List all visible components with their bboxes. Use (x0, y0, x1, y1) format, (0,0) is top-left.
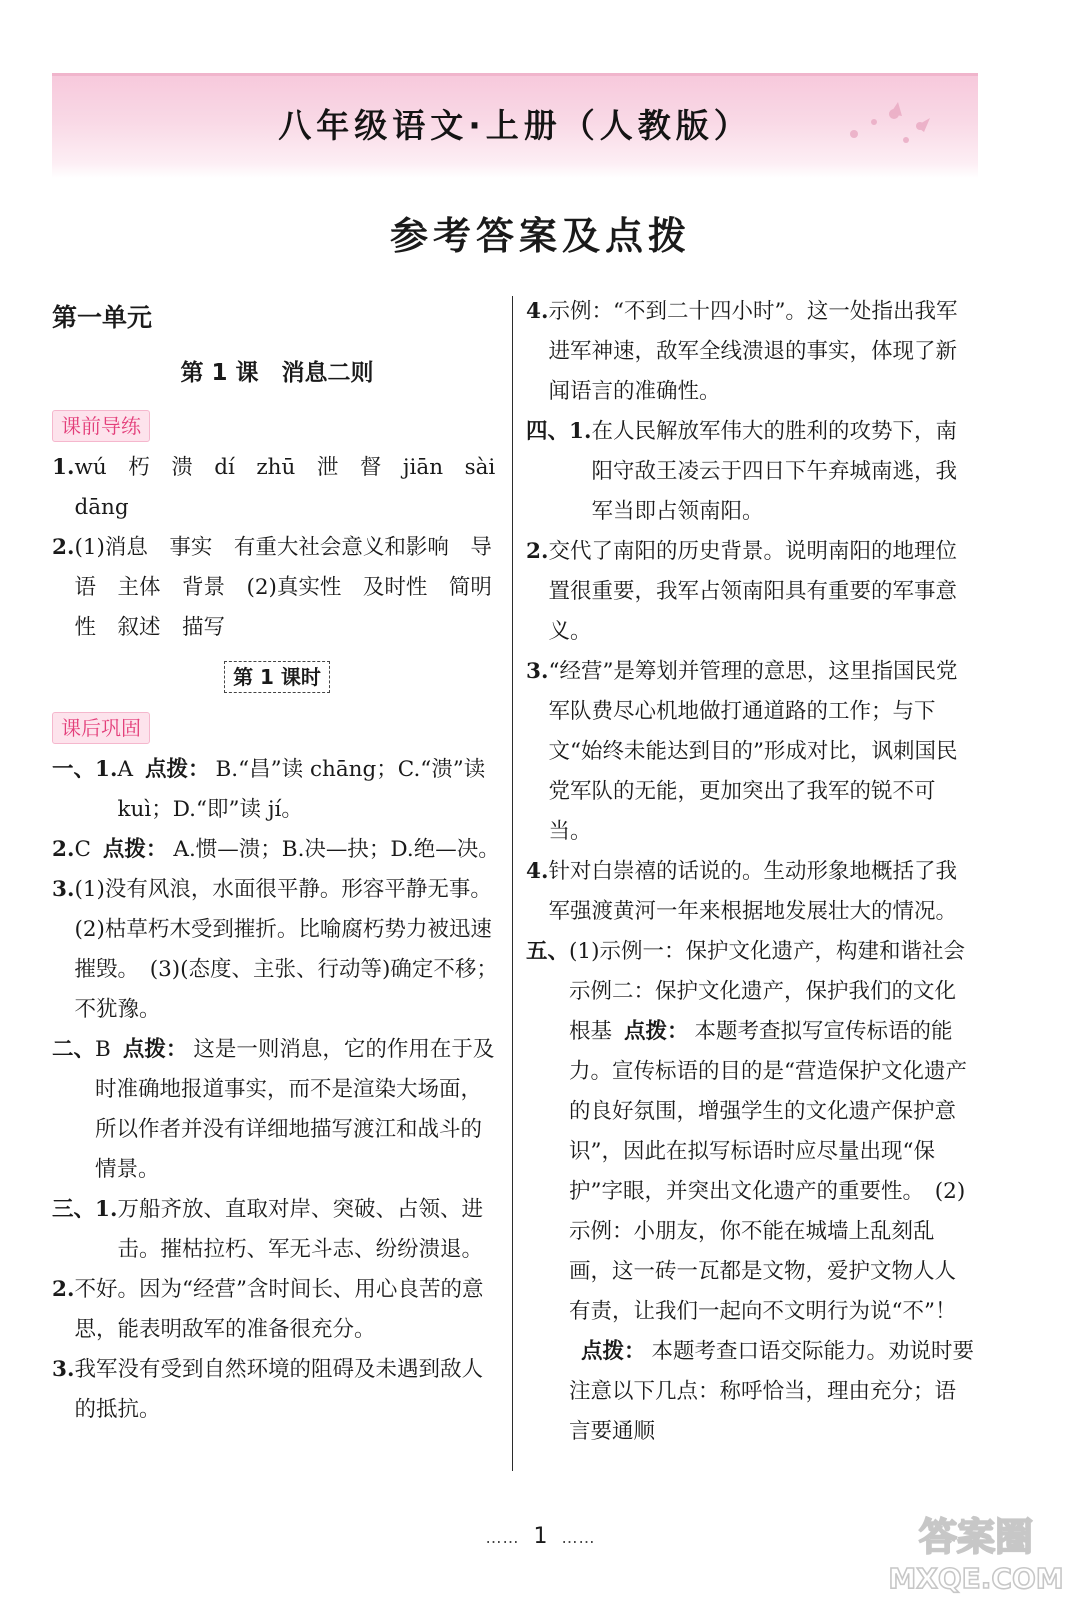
answer-item (526, 932, 987, 1452)
answer-number: 三、1. (52, 1197, 118, 1222)
watermark-text-en: MXQE.COM (888, 1562, 1064, 1595)
answer-item (52, 750, 502, 830)
answer-choice: A (117, 757, 133, 782)
page-number: 1 (533, 1524, 548, 1549)
left-column (52, 292, 517, 1430)
answer-number: 2. (52, 535, 75, 560)
header-banner (52, 73, 978, 178)
footer-dots-right: …… (561, 1528, 596, 1547)
answer-number: 3. (52, 877, 75, 902)
answer-text: “经营”是筹划并管理的意思，这里指国民党军队费尽心机地做打通道路的工作；与下文“始终未能达到目的”形成对比，讽刺国民党军队的无能，更加突出了我军的锐不可当。 (548, 659, 958, 844)
answer-number: 2. (526, 539, 549, 564)
answer-number: 2. (52, 837, 75, 862)
answer-text (117, 750, 502, 830)
answer-item (526, 532, 976, 652)
answer-choice: B (95, 1037, 111, 1062)
answer-number: 五、 (526, 939, 570, 964)
answer-number: 3. (52, 1357, 75, 1382)
answer-text-part: (1)示例一：保护文化遗产，构建和谐社会 示例二：保护文化遗产，保护我们的文化根基 (569, 939, 987, 1044)
hint-text: 本题考查口语交际能力。劝说时要注意以下几点：称呼恰当，理由充分；语言要通顺 (569, 1339, 975, 1444)
answer-number: 二、 (52, 1037, 96, 1062)
answer-text: 我军没有受到自然环境的阻碍及未遇到敌人的抵抗。 (74, 1357, 483, 1422)
answer-text: 交代了南阳的历史背景。说明南阳的地理位置很重要，我军占领南阳具有重要的军事意义。 (548, 539, 957, 644)
answer-item (52, 528, 502, 648)
hint-label: 点拨： (144, 757, 210, 782)
answer-item (526, 852, 976, 932)
answer-item (52, 1030, 502, 1190)
answer-item (52, 1350, 502, 1430)
answer-number: 1. (52, 455, 75, 480)
answer-text: 示例：“不到二十四小时”。这一处指出我军进军神速，敌军全线溃退的事实，体现了新闻语言的准确性。 (548, 299, 958, 404)
hint-text: A.惯—溃；B.决—抉；D.绝—决。 (173, 837, 500, 862)
session-label-wrap (52, 648, 502, 706)
answer-text: 万船齐放、直取对岸、突破、占领、进击。摧枯拉朽、军无斗志、纷纷溃退。 (117, 1197, 483, 1262)
hint-text: 本题考查拟写宣传标语的能力。宣传标语的目的是“营造保护文化遗产的良好氛围，增强学生的文化遗产保护意识”，因此在拟写标语时应尽量出现“保护”字眼，并突出文化遗产的重要性。 (2)示例：小朋友，你不能在城墙上乱刻乱画，这一砖一瓦都是文物，爱护文物人人有责，让我们一起向不文明行为说“不”！ (569, 1019, 968, 1324)
answer-item (526, 652, 976, 852)
answer-number: 4. (526, 859, 549, 884)
answer-item (526, 412, 976, 532)
lesson-title: 第 1 课 消息二则 (180, 360, 374, 386)
answer-number: 四、1. (526, 419, 592, 444)
unit-title: 第一单元 (52, 303, 153, 332)
answer-number: 3. (526, 659, 549, 684)
hint-label: 点拨： (102, 837, 168, 862)
answer-item (52, 1190, 502, 1270)
answer-item (526, 292, 976, 412)
right-column (526, 292, 987, 1452)
answer-text: 针对白崇禧的话说的。生动形象地概括了我军强渡黄河一年来根据地发展壮大的情况。 (548, 859, 957, 924)
answer-number: 一、1. (52, 757, 118, 782)
answer-number: 2. (52, 1277, 75, 1302)
answer-text (569, 932, 987, 1452)
answer-text: wú 朽 溃 dí zhū 泄 督 jiān sài dāng (74, 455, 517, 520)
section-tag-preview: 课前导练 (52, 410, 150, 442)
answer-text (74, 830, 502, 870)
footer-dots-left: …… (485, 1528, 520, 1547)
answer-item (52, 870, 502, 1030)
hint-label: 点拨： (122, 1037, 188, 1062)
page-title: 参考答案及点拨 (389, 214, 691, 258)
answer-choice: C (74, 837, 91, 862)
flower-decoration-icon (834, 96, 944, 156)
answer-text: (1)没有风浪，水面很平静。形容平静无事。 (2)枯草朽木受到摧折。比喻腐朽势力被迅速摧毁。 (3)(态度、主张、行动等)确定不移；不犹豫。 (74, 877, 503, 1022)
section-tag-review: 课后巩固 (52, 712, 150, 744)
watermark-text-cn: 答案圈 (918, 1515, 1034, 1559)
hint-text: B.“昌”读 chāng；C.“溃”读 kuì；D.“即”读 jí。 (117, 757, 486, 822)
session-label: 第 1 课时 (224, 661, 330, 693)
answer-number: 4. (526, 299, 549, 324)
answer-text (95, 1030, 502, 1190)
answer-item (52, 830, 502, 870)
banner-title: 八年级语文·上册（人教版） (278, 106, 752, 145)
answer-text: 在人民解放军伟大的胜利的攻势下，南阳守敌王凌云于四日下午弃城南逃，我军当即占领南阳。 (591, 419, 957, 524)
answer-item (52, 1270, 502, 1350)
answer-text: 不好。因为“经营”含时间长、用心良苦的意思，能表明敌军的准备很充分。 (74, 1277, 484, 1342)
hint-text: 这是一则消息，它的作用在于及时准确地报道事实，而不是渲染大场面，所以作者并没有详细地描写渡江和战斗的情景。 (95, 1037, 495, 1182)
answer-text: (1)消息 事实 有重大社会意义和影响 导语 主体 背景 (2)真实性 及时性 简明性 叙述 描写 (74, 535, 492, 640)
hint-label: 点拨： (624, 1019, 689, 1044)
watermark-logo (881, 1508, 1071, 1596)
answer-item (52, 448, 517, 528)
hint-label: 点拨： (581, 1339, 646, 1364)
